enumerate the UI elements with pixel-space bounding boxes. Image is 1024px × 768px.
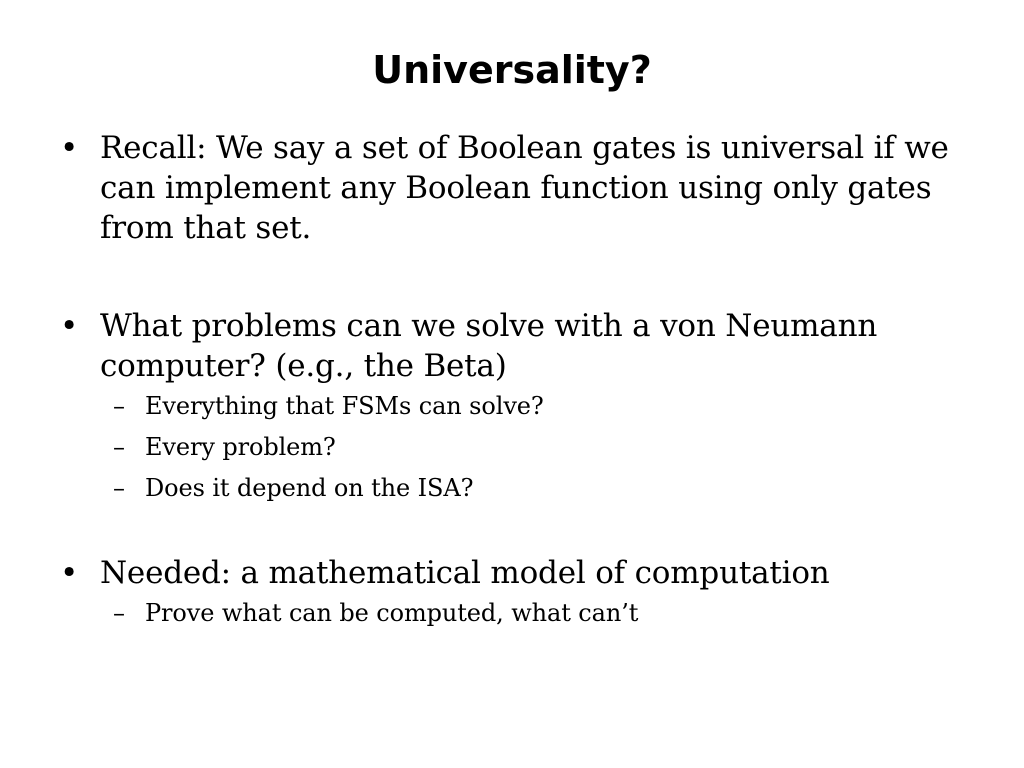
slide-title: Universality?: [372, 48, 652, 92]
subitem-mark: –: [113, 433, 125, 461]
subitem-fsms: [60, 386, 980, 427]
subitem-mark: –: [113, 392, 125, 420]
bullet-von-neumann: [60, 306, 980, 386]
bullet-mark: •: [60, 555, 79, 591]
subitem-every-problem: [60, 427, 980, 468]
subitem-isa: [60, 468, 980, 509]
bullet-universal-gates: [60, 128, 980, 248]
subitem-text: Prove what can be computed, what can’t: [145, 599, 639, 627]
subitem-text: Does it depend on the ISA?: [145, 474, 474, 502]
bullet-text: Needed: a mathematical model of computation: [100, 555, 830, 591]
subitem-mark: –: [113, 474, 125, 502]
bullet-mark: •: [60, 308, 79, 344]
subitem-text: Every problem?: [145, 433, 336, 461]
subitem-mark: –: [113, 599, 125, 627]
bullet-text: Recall: We say a set of Boolean gates is universal if we can implement any Boolean function using only gates from that set.: [100, 130, 949, 246]
bullet-text: What problems can we solve with a von Neumann computer? (e.g., the Beta): [100, 308, 878, 384]
subitem-text: Everything that FSMs can solve?: [145, 392, 544, 420]
subitem-prove-computable: [60, 593, 980, 634]
bullet-mark: •: [60, 130, 79, 166]
slide-body: [60, 128, 980, 634]
bullet-model-of-computation: [60, 553, 980, 593]
